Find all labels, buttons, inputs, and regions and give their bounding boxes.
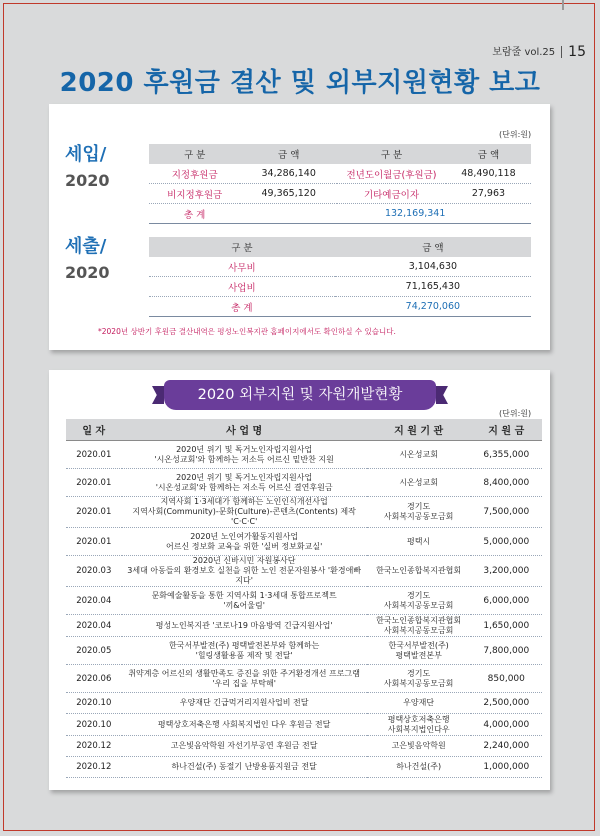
income-item: 기타예금이자 [337, 184, 446, 204]
page-header [492, 43, 586, 60]
row-date: 2020.04 [66, 587, 122, 615]
project-line: 지역사회(Community)-문화(Culture)-콘텐츠(Contents) 제작 'C·C·C' [132, 507, 356, 526]
row-project [122, 587, 367, 615]
corner-mark [558, 0, 564, 10]
table-row [66, 637, 542, 665]
table-row [66, 714, 542, 736]
row-date: 2020.01 [66, 469, 122, 497]
row-date: 2020.10 [66, 714, 122, 736]
organization-line: 한국노인종합복지관협회 [376, 615, 462, 625]
row-organization [367, 528, 471, 556]
table-row [66, 556, 542, 587]
income-total-value: 132,169,341 [240, 204, 531, 224]
row-date: 2020.03 [66, 556, 122, 587]
expense-total-label: 총 계 [149, 297, 335, 317]
table-row [66, 693, 542, 714]
organization-line: 경기도 [407, 590, 431, 600]
income-total-row [149, 204, 531, 224]
row-amount: 7,800,000 [471, 637, 542, 665]
row-project [122, 441, 367, 469]
row-date: 2020.04 [66, 615, 122, 637]
organization-line: 사회복지공동모금회 [383, 678, 454, 688]
organization-line: 하나건설(주) [396, 762, 442, 771]
table-row [66, 665, 542, 693]
row-project [122, 693, 367, 714]
table-row [149, 257, 531, 277]
project-line: 문화예술활동을 통한 지역사회 1·3세대 통합프로젝트 [151, 590, 337, 600]
row-project [122, 528, 367, 556]
expense-label: 세출/ 2020 [65, 236, 110, 282]
expense-amount: 71,165,430 [335, 277, 531, 297]
project-line: 평성노인복지관 '코로나19 마음방역 긴급지원사업' [155, 620, 333, 630]
project-line: 우양재단 긴급먹거리지원사업비 전달 [179, 698, 309, 707]
project-line: 한국서부발전(주) 평택발전본부와 함께하는 [168, 640, 320, 650]
row-organization [367, 469, 471, 497]
row-project [122, 757, 367, 778]
row-date: 2020.10 [66, 693, 122, 714]
project-line: '힐링생활용품 제작 및 전달' [195, 650, 293, 660]
income-year: 2020 [65, 171, 110, 190]
project-line: '시온성교회'와 함께하는 저소득 어르신 밑반찬 지원 [154, 454, 334, 464]
expense-total-row [149, 297, 531, 317]
row-organization [367, 497, 471, 528]
row-date: 2020.01 [66, 441, 122, 469]
row-organization [367, 587, 471, 615]
header-project: 사 업 명 [122, 419, 367, 441]
row-project [122, 736, 367, 757]
publication-name: 보람줄 vol.25 [492, 47, 556, 58]
organization-line: 시온성교회 [399, 477, 438, 487]
row-project [122, 615, 367, 637]
external-unit: (단위:원) [499, 409, 532, 418]
row-amount: 1,000,000 [471, 757, 542, 778]
income-amount: 34,286,140 [240, 164, 337, 184]
organization-line: 고은빛음악학원 [391, 741, 446, 750]
row-amount: 7,500,000 [471, 497, 542, 528]
table-row [149, 277, 531, 297]
row-organization [367, 637, 471, 665]
row-amount: 8,400,000 [471, 469, 542, 497]
row-date: 2020.12 [66, 757, 122, 778]
organization-line: 사회복지공동모금회 [383, 625, 454, 635]
table-row [66, 757, 542, 778]
organization-line: 사회복지법인다우 [387, 724, 450, 734]
row-project [122, 665, 367, 693]
project-line: 3세대 아동들의 환경보호 실천을 위한 노인 전문자원봉사 '환경애빠지다' [127, 566, 362, 585]
table-row [149, 184, 531, 204]
row-amount: 1,650,000 [471, 615, 542, 637]
expense-table [149, 237, 531, 317]
income-item: 비지정후원금 [149, 184, 240, 204]
expense-item: 사무비 [149, 257, 335, 277]
row-amount: 6,355,000 [471, 441, 542, 469]
table-row [66, 587, 542, 615]
row-amount: 4,000,000 [471, 714, 542, 736]
row-project [122, 637, 367, 665]
header-amount: 지 원 금 [471, 419, 542, 441]
project-line: '끼&어울림' [223, 600, 265, 610]
expense-amount: 3,104,630 [335, 257, 531, 277]
income-amount: 48,490,118 [446, 164, 531, 184]
expense-item: 사업비 [149, 277, 335, 297]
expense-total-value: 74,270,060 [335, 297, 531, 317]
row-date: 2020.01 [66, 528, 122, 556]
table-row [66, 497, 542, 528]
income-amount: 49,365,120 [240, 184, 337, 204]
organization-line: 한국서부발전(주) [388, 640, 449, 650]
income-header-category: 구 분 [149, 144, 240, 164]
row-project [122, 714, 367, 736]
income-total-label: 총 계 [149, 204, 240, 224]
external-support-table [66, 419, 542, 778]
row-amount: 6,000,000 [471, 587, 542, 615]
project-line: '시온성교회'와 함께하는 저소득 어르신 결연후원금 [155, 482, 333, 492]
project-line: 2020년 노인여가활동지원사업 [190, 531, 299, 541]
project-line: 하나건설(주) 동절기 난방용품지원금 전달 [171, 762, 317, 771]
row-project [122, 556, 367, 587]
settlement-card [49, 104, 550, 350]
row-amount: 3,200,000 [471, 556, 542, 587]
external-banner: 2020 외부지원 및 자원개발현황 [164, 380, 436, 410]
header-date: 일 자 [66, 419, 122, 441]
project-line: 지역사회 1·3세대가 함께하는 노인인식개선사업 [160, 497, 328, 506]
row-amount: 5,000,000 [471, 528, 542, 556]
table-row [66, 469, 542, 497]
row-organization [367, 693, 471, 714]
row-date: 2020.06 [66, 665, 122, 693]
organization-line: 평택상호저축은행 [387, 714, 450, 724]
row-date: 2020.05 [66, 637, 122, 665]
page-title: 2020 후원금 결산 및 외부지원현황 보고 [59, 68, 541, 98]
row-organization [367, 757, 471, 778]
row-date: 2020.12 [66, 736, 122, 757]
organization-line: 사회복지공동모금회 [383, 600, 454, 610]
income-header-category-2: 구 분 [337, 144, 446, 164]
table-row [149, 164, 531, 184]
income-item: 지정후원금 [149, 164, 240, 184]
organization-line: 평택시 [407, 536, 431, 546]
settlement-note: *2020년 상반기 후원금 결산내역은 평성노인복지관 홈페이지에서도 확인하실 수 있습니다. [98, 327, 396, 336]
row-organization [367, 615, 471, 637]
income-table [149, 144, 531, 224]
project-line: 취약계층 어르신의 생활만족도 증진을 위한 주거환경개선 프로그램 [128, 668, 360, 678]
organization-line: 시온성교회 [399, 449, 438, 459]
income-header-amount-2: 금 액 [446, 144, 531, 164]
organization-line: 사회복지공동모금회 [383, 512, 454, 521]
row-project [122, 497, 367, 528]
row-organization [367, 736, 471, 757]
table-row [66, 441, 542, 469]
page-number: 15 [568, 44, 586, 60]
header-divider [561, 46, 562, 58]
income-header-amount: 금 액 [240, 144, 337, 164]
project-line: 고은빛음악학원 자선기부공연 후원금 전달 [170, 741, 318, 750]
income-amount: 27,963 [446, 184, 531, 204]
expense-year: 2020 [65, 263, 110, 282]
row-organization [367, 441, 471, 469]
project-line: '우리 집을 부탁해' [212, 678, 276, 688]
header-organization: 지 원 기 관 [367, 419, 471, 441]
row-project [122, 469, 367, 497]
row-amount: 850,000 [471, 665, 542, 693]
organization-line: 한국노인종합복지관협회 [376, 566, 462, 575]
project-line: 2020년 위기 및 독거노인자립지원사업 [176, 472, 313, 482]
row-amount: 2,500,000 [471, 693, 542, 714]
income-item: 전년도이월금(후원금) [337, 164, 446, 184]
income-label: 세입/ 2020 [65, 144, 110, 190]
project-line: 2020년 신바시민 자원봉사단 [192, 556, 296, 565]
table-row [66, 528, 542, 556]
row-organization [367, 714, 471, 736]
row-amount: 2,240,000 [471, 736, 542, 757]
organization-line: 우양재단 [403, 698, 435, 707]
settlement-unit: (단위:원) [499, 130, 532, 139]
project-line: 평택상호저축은행 사회복지법인 다우 후원금 전달 [157, 719, 331, 729]
expense-header-amount: 금 액 [335, 237, 531, 257]
organization-line: 경기도 [407, 668, 431, 678]
project-line: 어르신 정보화 교육을 위한 '실버 정보화교실' [166, 541, 323, 551]
organization-line: 경기도 [407, 502, 431, 511]
table-row [66, 615, 542, 637]
project-line: 2020년 위기 및 독거노인자립지원사업 [176, 444, 313, 454]
table-row [66, 736, 542, 757]
organization-line: 평택발전본부 [395, 650, 442, 660]
row-organization [367, 665, 471, 693]
expense-header-category: 구 분 [149, 237, 335, 257]
row-organization [367, 556, 471, 587]
row-date: 2020.01 [66, 497, 122, 528]
